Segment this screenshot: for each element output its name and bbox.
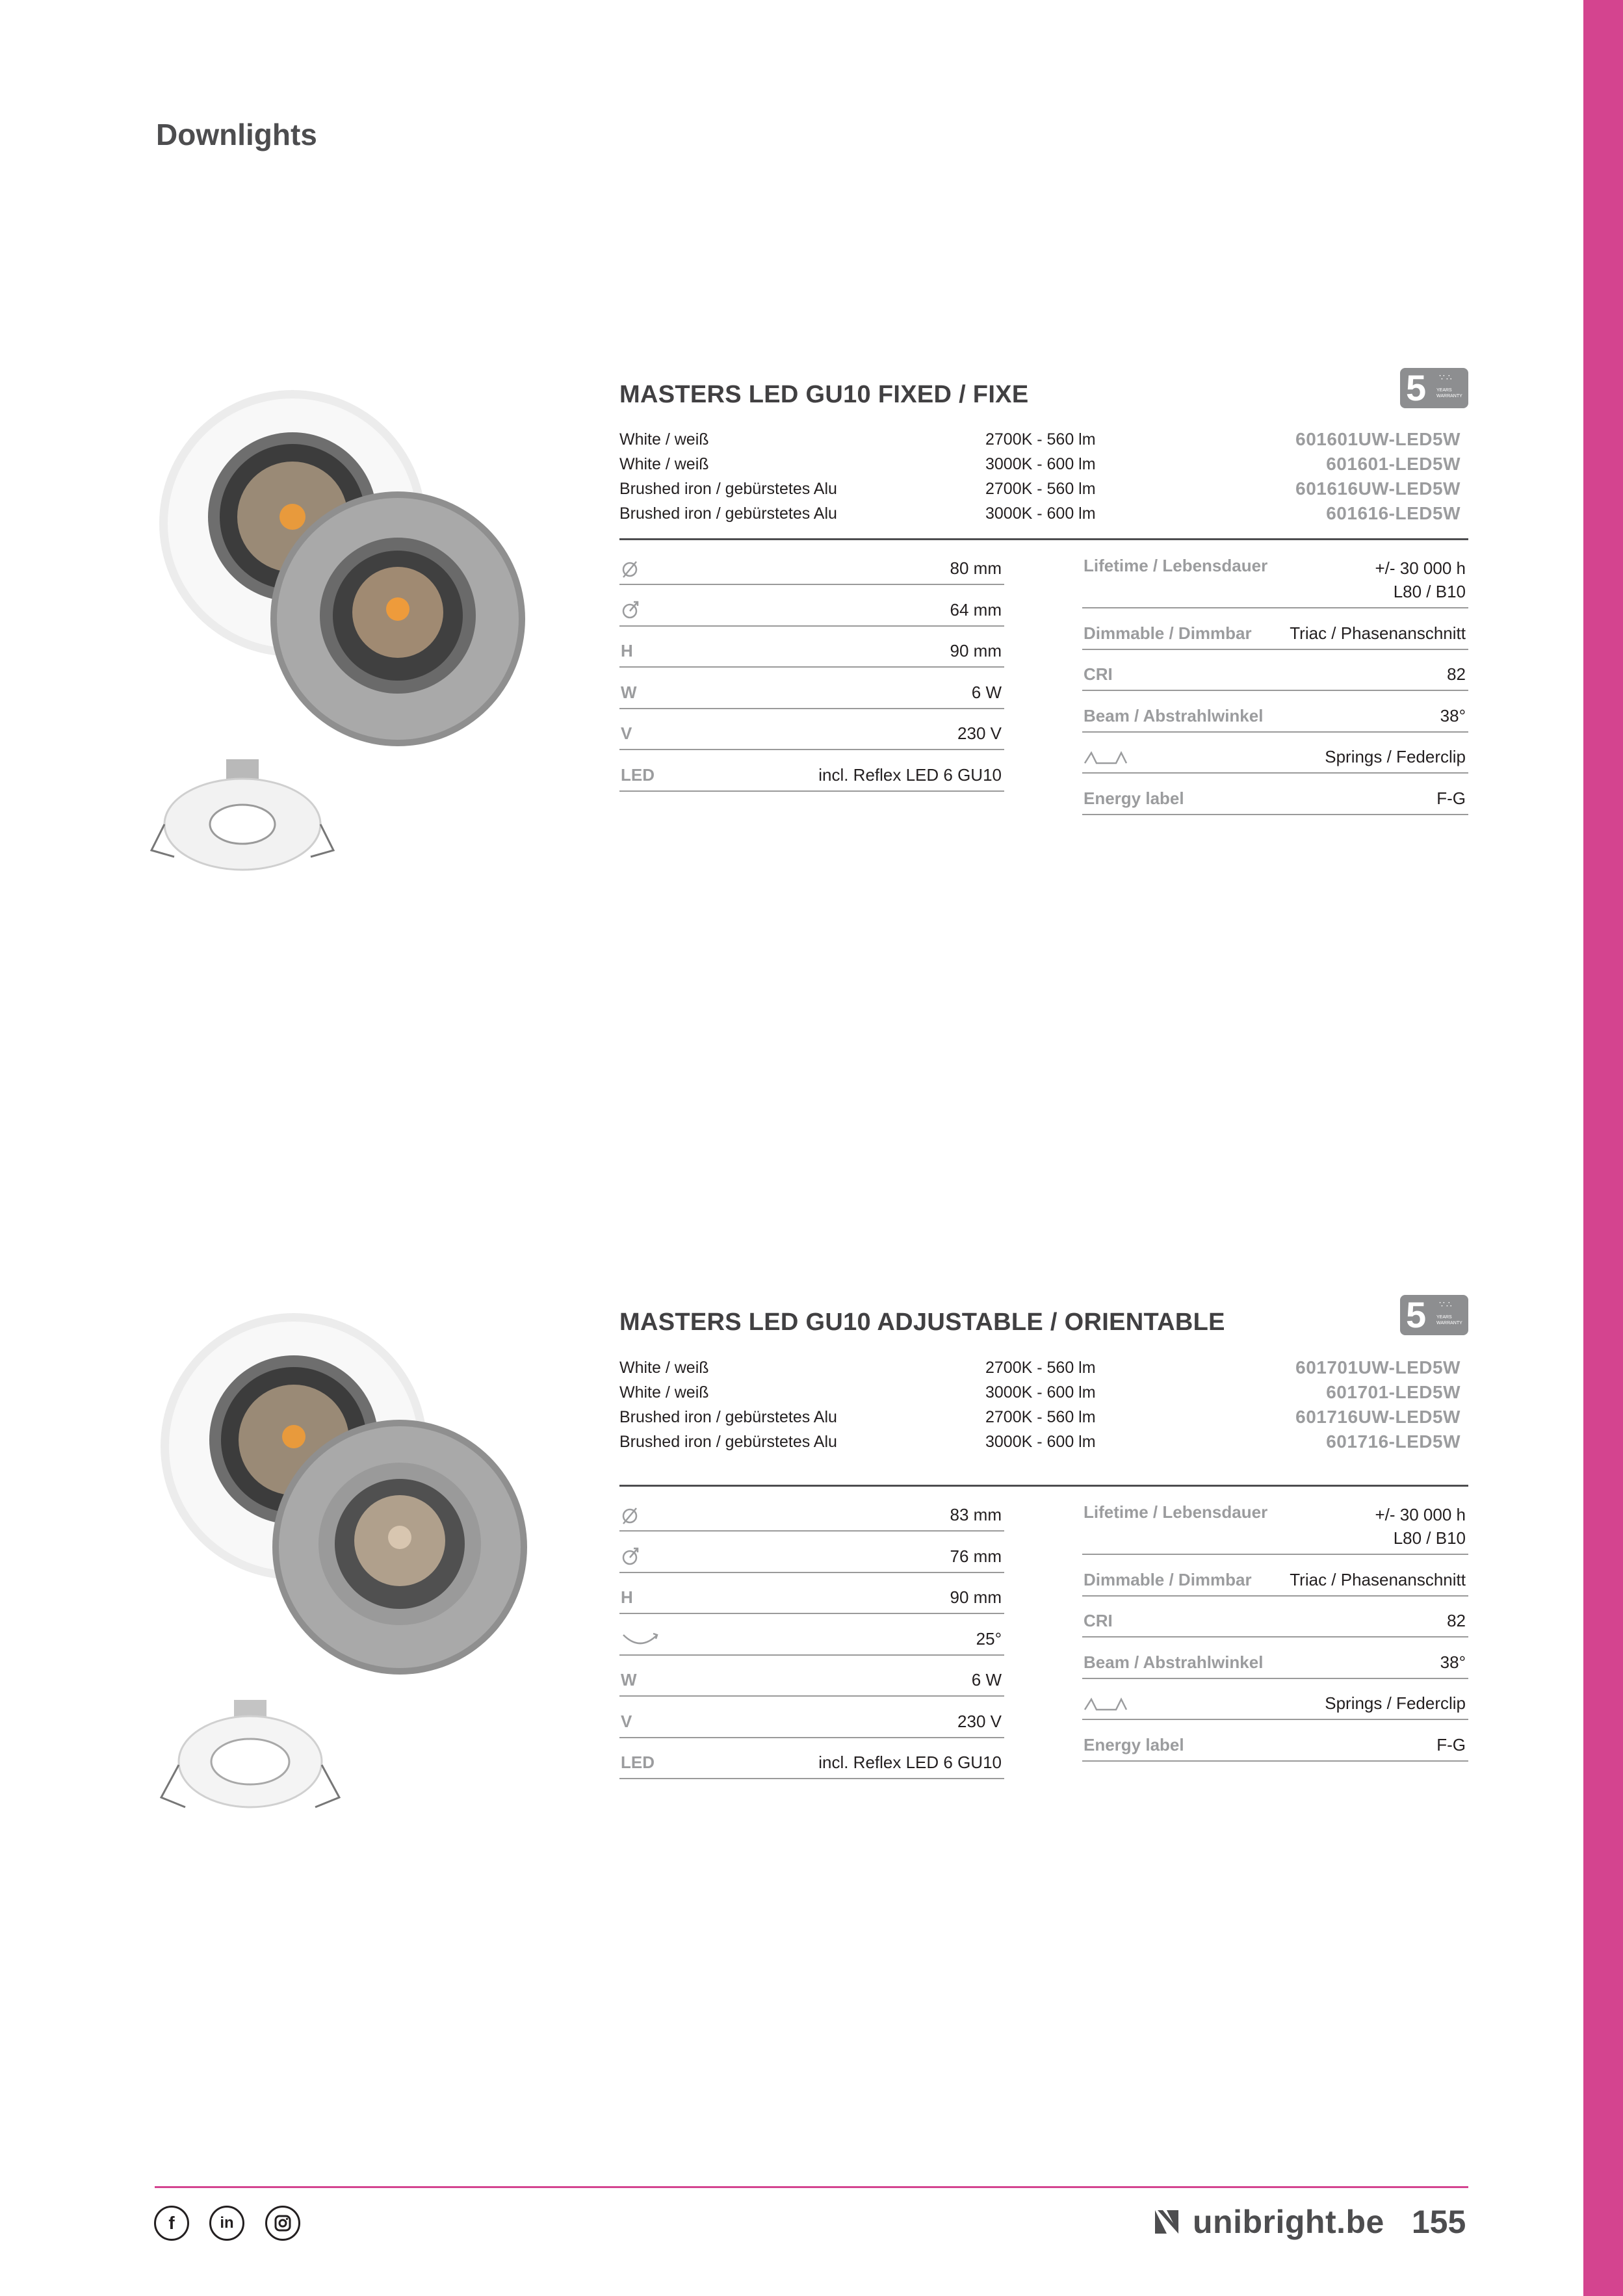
spec-row-diameter: 83 mm [619,1491,1004,1532]
unibright-logo-icon [1154,2209,1180,2235]
variant-row: White / weiß 3000K - 600 lm 601701-LED5W [619,1382,1461,1402]
spec-row-cutout: 76 mm [619,1533,1004,1573]
page-number: 155 [1411,2204,1466,2240]
article-code: 601601-LED5W [1326,454,1461,474]
accent-side-bar [1583,0,1623,2296]
product-photo-side [148,753,337,876]
product-title: MASTERS LED GU10 ADJUSTABLE / ORIENTABLE [619,1309,1225,1336]
variant-row: Brushed iron / gebürstetes Alu 2700K - 560 lm 601716UW-LED5W [619,1407,1461,1427]
spec-row-cri: CRI 82 [1082,1597,1468,1637]
variant-row: White / weiß 2700K - 560 lm 601701UW-LED5W [619,1357,1461,1377]
brand-name[interactable]: unibright.be [1193,2204,1384,2240]
spec-row-beam: Beam / Abstrahlwinkel 38° [1082,692,1468,733]
spec-row-voltage: V 230 V [619,710,1004,750]
spec-row-mounting: Springs / Federclip [1082,1680,1468,1720]
article-code: 601616-LED5W [1326,503,1461,523]
spec-row-mounting: Springs / Federclip [1082,733,1468,774]
warranty-badge-text: YEARS WARRANTY [1436,388,1462,398]
spec-row-led: LED incl. Reflex LED 6 GU10 [619,751,1004,792]
product-photo-brushed [266,1417,533,1677]
article-code: 601716-LED5W [1326,1431,1461,1452]
facebook-icon[interactable]: f [154,2206,189,2241]
warranty-badge: 5 ∵∴ YEARS WARRANTY [1400,1295,1468,1335]
brand [1154,2202,1466,2241]
spec-row-height: H 90 mm [619,1574,1004,1614]
mounting-clip-icon [1084,746,1129,767]
spec-row-energy: Energy label F-G [1082,1721,1468,1762]
spec-row-diameter: 80 mm [619,545,1004,585]
spec-row-lifetime: Lifetime / Lebensdauer +/- 30 000 h L80 / B10 [1082,545,1468,608]
article-code: 601701UW-LED5W [1295,1357,1461,1377]
spec-table-left [619,1491,1004,1781]
spec-row-watt: W 6 W [619,1656,1004,1697]
variant-row: White / weiß 2700K - 560 lm 601601UW-LED5W [619,429,1461,449]
spec-row-dimmable: Dimmable / Dimmbar Triac / Phasenanschnitt [1082,610,1468,650]
warranty-badge-text: YEARS WARRANTY [1436,1315,1462,1325]
spec-table-right [1082,545,1468,816]
variant-row: Brushed iron / gebürstetes Alu 3000K - 600 lm 601616-LED5W [619,503,1461,523]
spec-row-energy: Energy label F-G [1082,775,1468,815]
spec-row-watt: W 6 W [619,669,1004,709]
product-photo-brushed [268,489,528,749]
diameter-icon [621,558,647,579]
instagram-icon[interactable] [265,2206,300,2241]
article-code: 601716UW-LED5W [1295,1407,1461,1427]
spec-row-voltage: V 230 V [619,1698,1004,1738]
diameter-icon [621,1504,647,1525]
spec-row-dimmable: Dimmable / Dimmbar Triac / Phasenanschnitt [1082,1556,1468,1597]
tilt-angle-icon [621,1628,660,1649]
article-code: 601701-LED5W [1326,1382,1461,1402]
warranty-badge: 5 ∵∴ YEARS WARRANTY [1400,368,1468,408]
variant-row: Brushed iron / gebürstetes Alu 3000K - 600 lm 601716-LED5W [619,1431,1461,1452]
variant-list [619,426,1468,525]
article-code: 601616UW-LED5W [1295,478,1461,499]
cutout-icon [621,599,647,620]
spec-table-right [1082,1491,1468,1762]
spec-row-beam: Beam / Abstrahlwinkel 38° [1082,1639,1468,1679]
cutout-icon [621,1546,647,1567]
spec-row-lifetime: Lifetime / Lebensdauer +/- 30 000 h L80 / B10 [1082,1491,1468,1555]
variant-row: Brushed iron / gebürstetes Alu 2700K - 560 lm 601616UW-LED5W [619,478,1461,499]
divider [619,538,1468,540]
spec-row-tilt: 25° [619,1615,1004,1656]
spec-row-cutout: 64 mm [619,586,1004,627]
divider [619,1485,1468,1487]
mounting-clip-icon [1084,1693,1129,1714]
article-code: 601601UW-LED5W [1295,429,1461,449]
linkedin-icon[interactable]: in [209,2206,244,2241]
product-title: MASTERS LED GU10 FIXED / FIXE [619,381,1029,408]
variant-list [619,1355,1468,1454]
spec-row-height: H 90 mm [619,627,1004,668]
spec-row-cri: CRI 82 [1082,651,1468,691]
variant-row: White / weiß 3000K - 600 lm 601601-LED5W [619,454,1461,474]
product-photo-side [156,1693,344,1817]
spec-row-led: LED incl. Reflex LED 6 GU10 [619,1739,1004,1779]
section-title: Downlights [156,118,317,151]
spec-table-left [619,545,1004,792]
footer-divider [155,2186,1468,2188]
